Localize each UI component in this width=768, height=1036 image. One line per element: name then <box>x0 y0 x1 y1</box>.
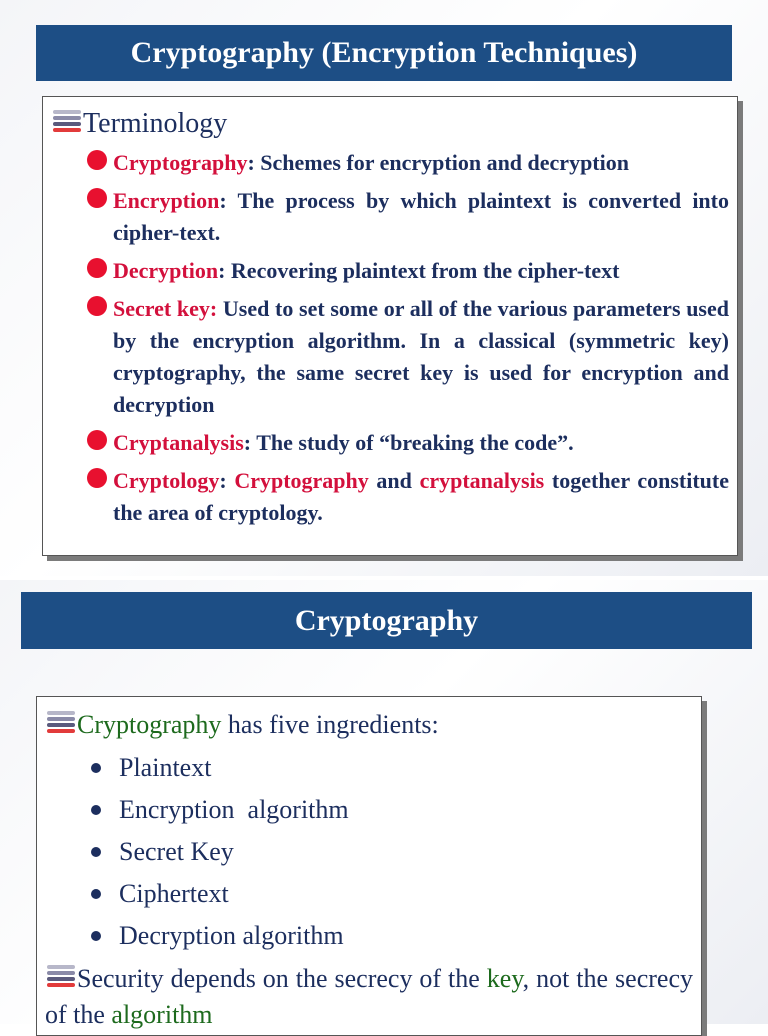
definition-item: Cryptanalysis: The study of “breaking the code”. <box>113 427 729 459</box>
red-bullet-icon <box>87 150 107 170</box>
red-bullet-icon <box>87 468 107 488</box>
slide-title: Cryptography <box>21 592 752 649</box>
slide-2 <box>0 580 768 1029</box>
definition-item-cryptology: Cryptology: Cryptography and cryptanalysis together constitute the area of cryptology. <box>113 465 729 529</box>
term: Cryptology <box>113 468 220 493</box>
definition-item: Encryption: The process by which plaintext is converted into cipher-text. <box>113 185 729 249</box>
definition-item: Secret key: Used to set some or all of the various parameters used by the encryption algorithm. In a classical (symmetric key) cryptography, the same secret key is used for encryption and decryption <box>113 293 729 421</box>
red-bullet-icon <box>87 430 107 450</box>
ingredient-item: Decryption algorithm <box>91 915 693 957</box>
definition-item: Decryption: Recovering plaintext from the cipher-text <box>113 255 729 287</box>
term: Cryptanalysis <box>113 430 244 455</box>
stack-bullet-icon <box>45 963 75 989</box>
ingredient-item: Ciphertext <box>91 873 693 915</box>
stack-bullet-icon <box>45 709 75 735</box>
ingredient-item: Plaintext <box>91 747 693 789</box>
term: Cryptography <box>113 150 248 175</box>
ingredient-item: Encryption algorithm <box>91 789 693 831</box>
definition-item: Cryptography: Schemes for encryption and decryption <box>113 147 729 179</box>
terminology-heading: Terminology <box>51 107 729 141</box>
security-note: Security depends on the secrecy of the key, not the secrecy of the algorithm <box>45 964 693 1029</box>
terminology-box <box>42 96 738 556</box>
red-bullet-icon <box>87 258 107 278</box>
slide-title: Cryptography (Encryption Techniques) <box>36 25 732 81</box>
term: Secret key: <box>113 296 218 321</box>
ingredient-item: Secret Key <box>91 831 693 873</box>
red-bullet-icon <box>87 296 107 316</box>
ingredients-heading: Cryptography has five ingredients: <box>45 707 693 743</box>
ingredients-box <box>36 696 702 1036</box>
stack-bullet-icon <box>51 108 81 134</box>
term: Encryption <box>113 188 220 213</box>
term: Decryption <box>113 258 219 283</box>
red-bullet-icon <box>87 188 107 208</box>
